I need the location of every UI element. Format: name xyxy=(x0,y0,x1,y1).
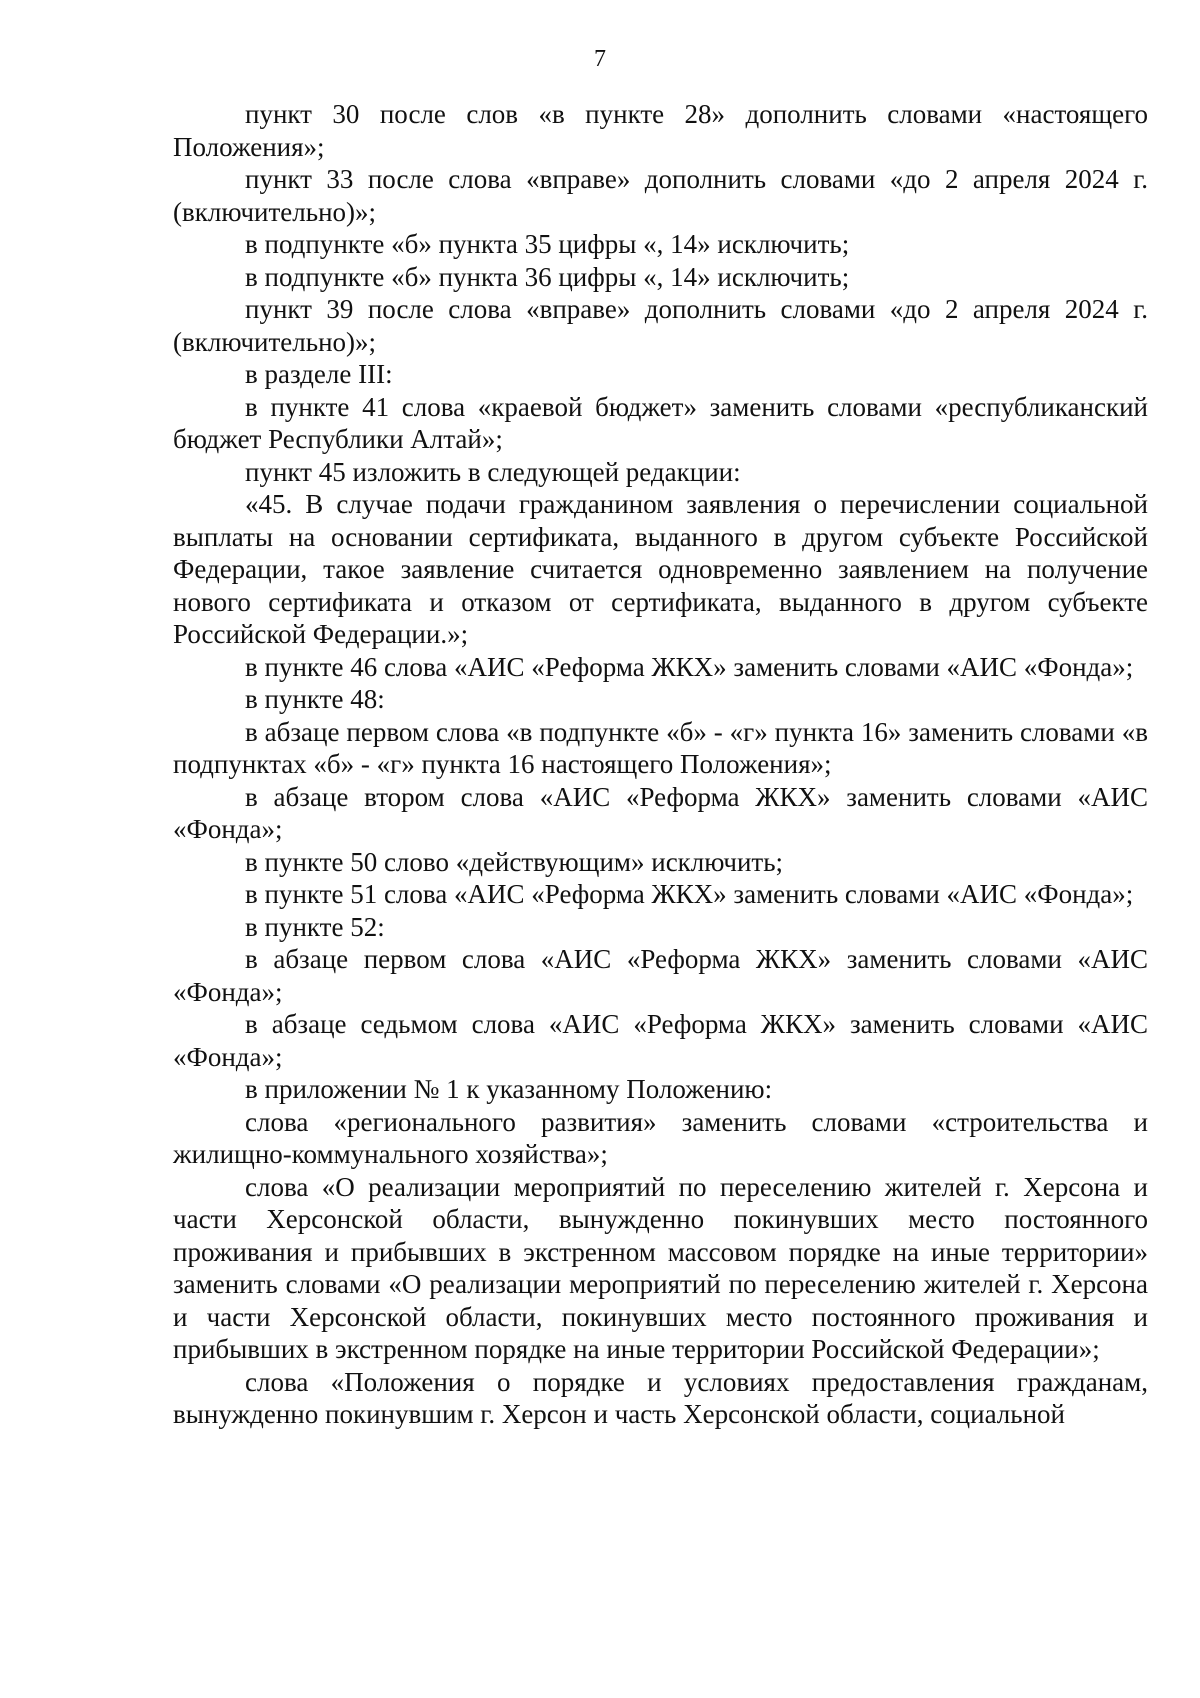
paragraph: в приложении № 1 к указанному Положению: xyxy=(245,1074,773,1104)
paragraph: в абзаце втором слова «АИС «Реформа ЖКХ» заменить словами «АИС «Фонда»; xyxy=(173,781,1148,844)
paragraph: в пункте 51 слова «АИС «Реформа ЖКХ» заменить словами «АИС «Фонда»; xyxy=(245,879,1134,909)
paragraph: в пункте 41 слова «краевой бюджет» заменить словами «республиканский бюджет Республики Алтай»; xyxy=(173,391,1148,454)
paragraph: в пункте 48: xyxy=(245,684,385,714)
paragraph: пункт 33 после слова «вправе» дополнить словами «до 2 апреля 2024 г. (включительно)»; xyxy=(173,164,1148,227)
document-body xyxy=(173,98,1148,1431)
paragraph: слова «О реализации мероприятий по переселению жителей г. Херсона и части Херсонской области, вынужденно покинувших место постоянного проживания и прибывших в экстренном массовом порядке на иные территории» заменить словами «О реализации мероприятий по переселению жителей г. Херсона и части Херсонской области, покинувших место постоянного проживания и прибывших в экстренном порядке на иные территории Российской Федерации»; xyxy=(173,1171,1148,1364)
paragraph: слова «Положения о порядке и условиях предоставления гражданам, вынужденно покинувшим г. Херсон и часть Херсонской области, социальной xyxy=(173,1366,1148,1429)
paragraph: пункт 30 после слов «в пункте 28» дополнить словами «настоящего Положения»; xyxy=(173,99,1148,162)
paragraph: в подпункте «б» пункта 35 цифры «, 14» исключить; xyxy=(245,229,850,259)
paragraph: слова «регионального развития» заменить словами «строительства и жилищно-коммунального хозяйства»; xyxy=(173,1106,1148,1169)
paragraph: в пункте 46 слова «АИС «Реформа ЖКХ» заменить словами «АИС «Фонда»; xyxy=(245,651,1134,682)
paragraph: в абзаце первом слова «в подпункте «б» - «г» пункта 16» заменить словами «в подпунктах «б» - «г» пункта 16 настоящего Положения»; xyxy=(173,716,1148,779)
paragraph: в абзаце первом слова «АИС «Реформа ЖКХ» заменить словами «АИС «Фонда»; xyxy=(173,944,1148,1007)
paragraph: пункт 39 после слова «вправе» дополнить словами «до 2 апреля 2024 г. (включительно)»; xyxy=(173,294,1148,357)
paragraph: в абзаце седьмом слова «АИС «Реформа ЖКХ» заменить словами «АИС «Фонда»; xyxy=(173,1009,1148,1072)
paragraph: пункт 45 изложить в следующей редакции: xyxy=(245,456,741,487)
paragraph: в пункте 50 слово «действующим» исключить; xyxy=(245,846,784,877)
paragraph: в пункте 52: xyxy=(245,911,385,942)
paragraph: в подпункте «б» пункта 36 цифры «, 14» исключить; xyxy=(245,261,850,292)
paragraph: в разделе III: xyxy=(245,359,393,389)
page-number: 7 xyxy=(594,46,606,72)
paragraph: «45. В случае подачи гражданином заявления о перечислении социальной выплаты на основании сертификата, выданного в другом субъекте Российской Федерации, такое заявление считается одновременно заявлением на получение нового сертификата и отказом от сертификата, выданного в другом субъекте Российской Федерации.»; xyxy=(173,489,1148,649)
